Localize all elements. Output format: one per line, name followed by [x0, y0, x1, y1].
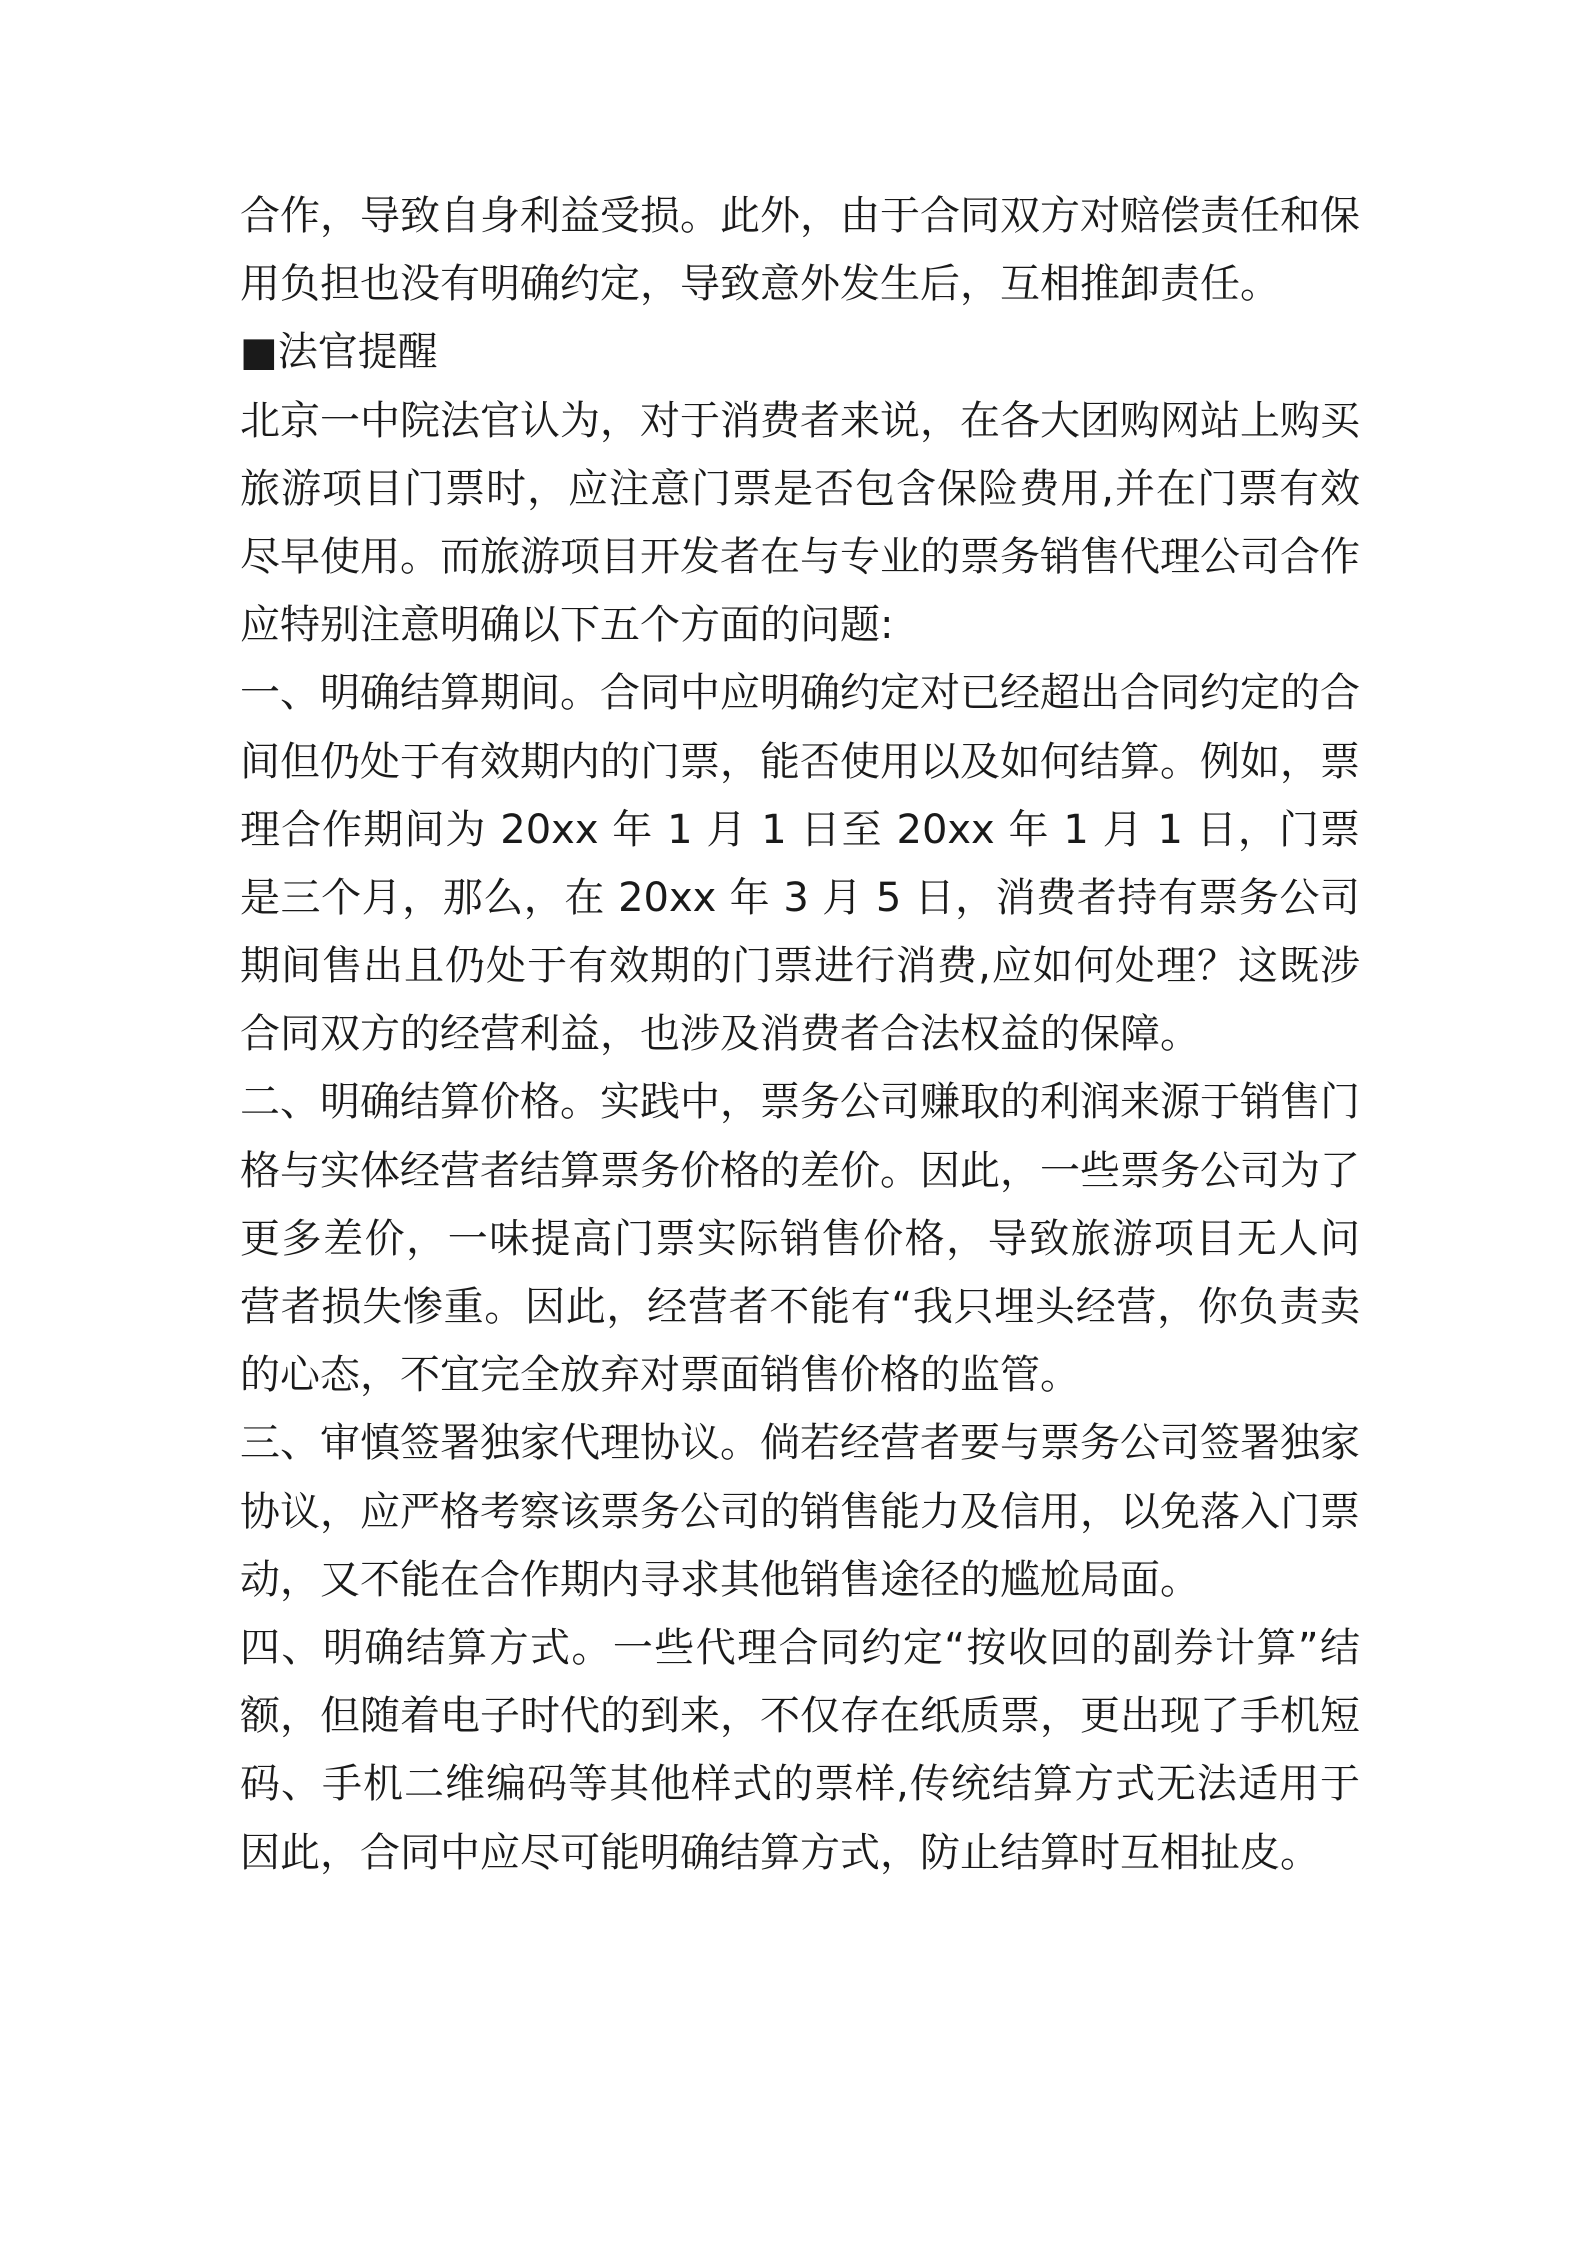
body-line: 是三个月，那么，在 20xx 年 3 月 5 日，消费者持有票务公司 — [240, 874, 1360, 921]
body-line: 三、审慎签署独家代理协议。倘若经营者要与票务公司签署独家 — [240, 1420, 1360, 1467]
body-line: 动，又不能在合作期内寻求其他销售途径的尴尬局面。 — [240, 1556, 1200, 1603]
body-line: 营者损失惨重。因此，经营者不能有“我只埋头经营，你负责卖 — [240, 1284, 1360, 1330]
body-line: 四、明确结算方式。一些代理合同约定“按收回的副券计算”结 — [240, 1624, 1360, 1671]
body-line: 协议，应严格考察该票务公司的销售能力及信用，以免落入门票 — [240, 1488, 1360, 1535]
section-heading: ■法官提醒 — [240, 329, 438, 376]
body-line: 额，但随着电子时代的到来，不仅存在纸质票，更出现了手机短 — [240, 1693, 1360, 1740]
document-body — [240, 182, 1360, 1887]
body-line: 格与实体经营者结算票务价格的差价。因此，一些票务公司为了 — [240, 1147, 1360, 1194]
body-line: 的心态，不宜完全放弃对票面销售价格的监管。 — [240, 1352, 1080, 1399]
body-line: 理合作期间为 20xx 年 1 月 1 日至 20xx 年 1 月 1 日，门票 — [240, 806, 1360, 853]
body-line: 因此，合同中应尽可能明确结算方式，防止结算时互相扯皮。 — [240, 1829, 1320, 1876]
body-line: 二、明确结算价格。实践中，票务公司赚取的利润来源于销售门 — [240, 1079, 1360, 1126]
body-line: 合作，导致自身利益受损。此外，由于合同双方对赔偿责任和保 — [240, 193, 1360, 239]
body-line: 应特别注意明确以下五个方面的问题: — [240, 602, 894, 649]
body-line: 码、手机二维编码等其他样式的票样,传统结算方式无法适用于 — [240, 1761, 1360, 1808]
body-line: 合同双方的经营利益，也涉及消费者合法权益的保障。 — [240, 1011, 1200, 1058]
body-line: 北京一中院法官认为，对于消费者来说，在各大团购网站上购买 — [240, 397, 1360, 444]
body-line: 一、明确结算期间。合同中应明确约定对已经超出合同约定的合 — [240, 670, 1360, 717]
body-line: 旅游项目门票时，应注意门票是否包含保险费用,并在门票有效 — [240, 465, 1360, 512]
body-line: 用负担也没有明确约定，导致意外发生后，互相推卸责任。 — [240, 261, 1280, 308]
body-line: 尽早使用。而旅游项目开发者在与专业的票务销售代理公司合作 — [240, 533, 1360, 580]
body-line: 间但仍处于有效期内的门票，能否使用以及如何结算。例如，票 — [240, 738, 1360, 785]
body-line: 期间售出且仍处于有效期的门票进行消费,应如何处理？这既涉 — [240, 943, 1360, 990]
body-line: 更多差价，一味提高门票实际销售价格，导致旅游项目无人问 — [240, 1215, 1360, 1262]
